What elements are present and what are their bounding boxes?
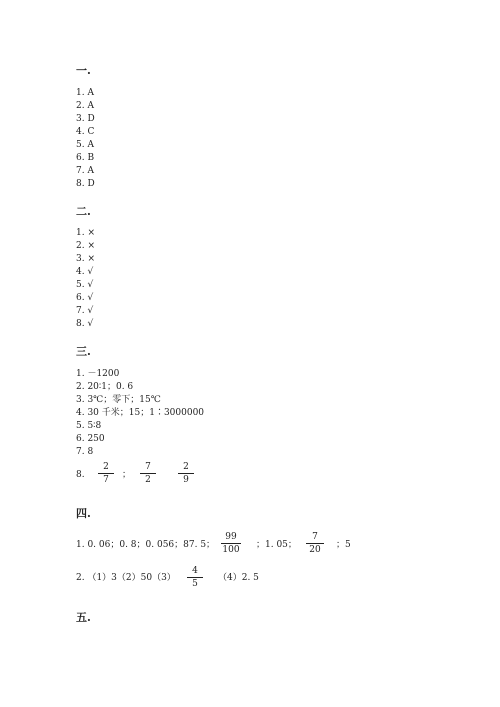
answer-line: 2. × — [76, 241, 95, 251]
answer-line: 3. D — [76, 114, 95, 124]
answer-line: 4. 30 千米；15；1∶3000000 — [76, 408, 205, 418]
fraction-numerator: 2 — [183, 462, 189, 472]
fraction-numerator: 4 — [192, 566, 198, 576]
fraction — [185, 566, 205, 589]
answer-line: 6. B — [76, 153, 95, 163]
answer-line-1-part-b: ；1. 05； — [256, 540, 297, 550]
answer-line-8-prefix: 8. — [76, 470, 85, 480]
answer-line-2-part-b: （4）2. 5 — [218, 573, 259, 583]
fraction-numerator: 2 — [103, 462, 109, 472]
fraction-denominator: 7 — [103, 475, 109, 485]
fraction-denominator: 100 — [222, 545, 240, 555]
separator: ； — [122, 470, 132, 480]
answer-line: 8. √ — [76, 319, 94, 329]
fraction-bar — [178, 473, 194, 474]
answer-line: 1. × — [76, 228, 95, 238]
answer-line: 5. 5∶8 — [76, 421, 102, 431]
fraction-numerator: 99 — [225, 532, 237, 542]
answer-line: 2. 20∶1；0. 6 — [76, 382, 134, 392]
fraction-denominator: 20 — [309, 545, 321, 555]
fraction-bar — [187, 577, 203, 578]
answer-line: 4. C — [76, 127, 95, 137]
fraction — [96, 462, 116, 485]
answer-line: 1. －1200 — [76, 369, 120, 379]
answer-line-2-part-a: 2. （1）3（2）50（3） — [76, 573, 176, 583]
fraction-denominator: 5 — [192, 579, 198, 589]
answer-line: 5. √ — [76, 280, 94, 290]
answer-line-1-part-c: ；5 — [336, 540, 351, 550]
fraction-bar — [140, 473, 156, 474]
fraction-numerator: 7 — [145, 462, 151, 472]
fraction-bar — [98, 473, 114, 474]
answer-line: 5. A — [76, 140, 94, 150]
section-1-title: 一. — [76, 64, 91, 77]
answer-line: 7. A — [76, 166, 94, 176]
answer-line: 4. √ — [76, 267, 94, 277]
section-4-title: 四. — [76, 507, 91, 520]
answer-line: 8. D — [76, 179, 95, 189]
section-3-title: 三. — [76, 345, 91, 358]
answer-line: 3. × — [76, 254, 95, 264]
fraction-bar — [306, 543, 324, 544]
answer-line: 2. A — [76, 101, 94, 111]
fraction — [176, 462, 196, 485]
fraction — [304, 532, 326, 555]
answer-line: 6. 250 — [76, 434, 105, 444]
answer-line: 3. 3℃；零下；15℃ — [76, 395, 161, 405]
answer-line: 7. 8 — [76, 447, 94, 457]
fraction — [219, 532, 243, 555]
answer-line: 1. A — [76, 88, 94, 98]
answer-line: 6. √ — [76, 293, 94, 303]
section-2-title: 二. — [76, 205, 91, 218]
fraction-numerator: 7 — [312, 532, 318, 542]
answer-line: 7. √ — [76, 306, 94, 316]
fraction-denominator: 9 — [183, 475, 189, 485]
fraction-denominator: 2 — [145, 475, 151, 485]
fraction-bar — [221, 543, 241, 544]
answer-line-1-part-a: 1. 0. 06；0. 8；0. 056；87. 5； — [76, 540, 216, 550]
fraction — [138, 462, 158, 485]
section-5-title: 五. — [76, 611, 91, 624]
